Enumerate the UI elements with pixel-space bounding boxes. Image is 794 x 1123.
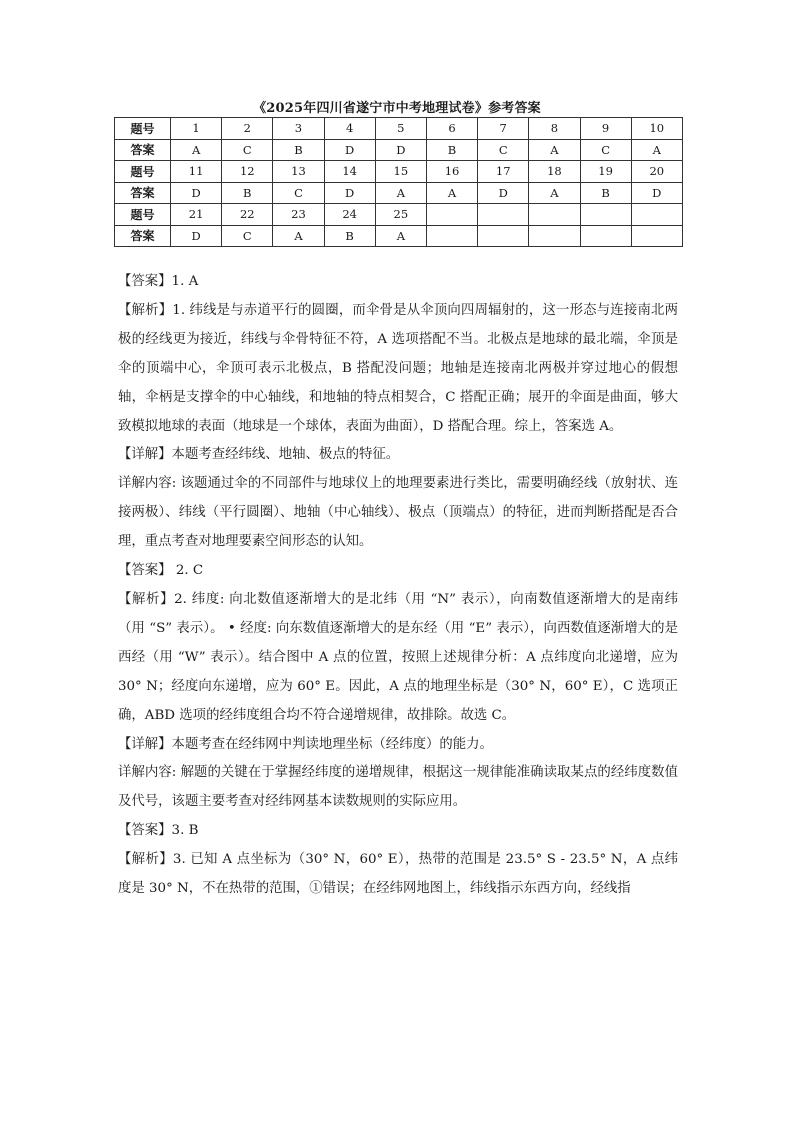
table-row <box>115 161 683 183</box>
detail-content-1: 详解内容: 该题通过伞的不同部件与地球仪上的地理要素进行类比，需要明确经线（放射状、连接两极）、纬线（平行圆圈）、地轴（中心轴线）、极点（顶端点）的特征，进而判断搭配是否合理，重点考查对地理要素空间形态的认知。 <box>118 476 678 550</box>
table-cell: 22 <box>222 204 273 226</box>
analysis-paragraph-2: 【解析】2. 纬度: 向北数值逐渐增大的是北纬（用 “N” 表示），向南数值逐渐增大的是南纬（用 “S” 表示）。 • 经度: 向东数值逐渐增大的是东经（用 “E” 表示），向西数值逐渐增大的是西经（用 “W” 表示）。结合图中 A 点的位置，按照上述规律分析：A 点纬度向北递增，应为 30° N；经度向东递增，应为 60° E。因此，A 点的地理坐标是（30° N，60° E），C 选项正确，ABD 选项的经纬度组合均不符合递增规律，故排除。故选 C。 <box>118 591 678 723</box>
table-cell: B <box>222 182 273 204</box>
table-cell: 2 <box>222 118 273 140</box>
row-header-cell: 答案 <box>115 225 171 247</box>
table-cell: B <box>324 225 375 247</box>
table-cell: A <box>529 182 580 204</box>
answer-table <box>114 117 683 247</box>
table-cell: 14 <box>324 161 375 183</box>
table-cell <box>529 204 580 226</box>
table-row <box>115 225 683 247</box>
table-cell <box>631 225 682 247</box>
analysis-paragraph-1: 【解析】1. 纬线是与赤道平行的圆圈，而伞骨是从伞顶向四周辐射的，这一形态与连接南北两极的经线更为接近，纬线与伞骨特征不符，A 选项搭配不当。北极点是地球的最北端，伞顶是伞的顶端中心，伞顶可表示北极点，B 搭配没问题；地轴是连接南北两极并穿过地心的假想轴，伞柄是支撑伞的中心轴线，和地轴的特点相契合，C 搭配正确；展开的伞面是曲面，够大致模拟地球的表面（地球是一个球体，表面为曲面），D 搭配合理。综上，答案选 A。 <box>118 302 678 434</box>
row-header-cell: 题号 <box>115 204 171 226</box>
table-cell: C <box>222 139 273 161</box>
row-header-cell: 答案 <box>115 139 171 161</box>
table-cell <box>529 225 580 247</box>
table-cell: 11 <box>171 161 222 183</box>
answer-line-1: 【答案】1. A <box>118 274 199 289</box>
table-cell: 19 <box>580 161 631 183</box>
row-header-cell: 题号 <box>115 161 171 183</box>
table-cell: A <box>273 225 324 247</box>
table-cell: A <box>631 139 682 161</box>
table-row <box>115 204 683 226</box>
table-cell <box>580 204 631 226</box>
table-cell: A <box>375 225 426 247</box>
table-cell: C <box>273 182 324 204</box>
table-cell: D <box>171 182 222 204</box>
table-cell: 1 <box>171 118 222 140</box>
table-cell: 4 <box>324 118 375 140</box>
table-cell: 6 <box>426 118 477 140</box>
table-cell: D <box>171 225 222 247</box>
detail-content-2: 详解内容: 解题的关键在于掌握经纬度的递增规律，根据这一规律能准确读取某点的经纬度数值及代号，该题主要考查对经纬网基本读数规则的实际应用。 <box>118 765 678 810</box>
table-cell: A <box>375 182 426 204</box>
row-header-cell: 答案 <box>115 182 171 204</box>
table-cell: 5 <box>375 118 426 140</box>
table-cell: 17 <box>478 161 529 183</box>
table-cell: C <box>478 139 529 161</box>
table-cell: 20 <box>631 161 682 183</box>
table-cell: D <box>324 182 375 204</box>
answer-explanations <box>118 268 678 904</box>
table-cell: D <box>375 139 426 161</box>
table-cell: 24 <box>324 204 375 226</box>
table-cell <box>631 204 682 226</box>
table-cell: 15 <box>375 161 426 183</box>
table-cell <box>426 225 477 247</box>
table-cell: B <box>273 139 324 161</box>
table-cell: D <box>631 182 682 204</box>
table-cell: C <box>222 225 273 247</box>
table-cell: 25 <box>375 204 426 226</box>
table-cell <box>426 204 477 226</box>
table-cell: 3 <box>273 118 324 140</box>
table-cell: C <box>580 139 631 161</box>
table-row <box>115 118 683 140</box>
table-cell: 23 <box>273 204 324 226</box>
row-header-cell: 题号 <box>115 118 171 140</box>
answer-line-3: 【答案】3. B <box>118 823 199 839</box>
table-cell: 18 <box>529 161 580 183</box>
table-cell <box>478 225 529 247</box>
answer-line-2: 【答案】 2. C <box>118 563 204 579</box>
table-cell: 9 <box>580 118 631 140</box>
table-cell: 7 <box>478 118 529 140</box>
table-cell: 21 <box>171 204 222 226</box>
table-cell <box>478 204 529 226</box>
detail-line-1: 【详解】本题考查经纬线、地轴、极点的特征。 <box>118 447 400 463</box>
table-cell: 8 <box>529 118 580 140</box>
table-row <box>115 182 683 204</box>
table-cell: 16 <box>426 161 477 183</box>
analysis-paragraph-3: 【解析】3. 已知 A 点坐标为（30° N，60° E），热带的范围是 23.5° S - 23.5° N，A 点纬度是 30° N，不在热带的范围，①错误；在经纬网地图上，纬线指示东西方向，经线指 <box>118 852 678 897</box>
table-cell: 12 <box>222 161 273 183</box>
table-cell: 10 <box>631 118 682 140</box>
table-cell: D <box>324 139 375 161</box>
table-cell: A <box>171 139 222 161</box>
table-cell <box>580 225 631 247</box>
detail-line-2: 【详解】本题考查在经纬网中判读地理坐标（经纬度）的能力。 <box>118 736 493 752</box>
table-cell: 13 <box>273 161 324 183</box>
table-row <box>115 139 683 161</box>
table-cell: A <box>426 182 477 204</box>
table-cell: B <box>426 139 477 161</box>
table-cell: D <box>478 182 529 204</box>
page-title: 《2025年四川省遂宁市中考地理试卷》参考答案 <box>253 101 541 116</box>
table-cell: B <box>580 182 631 204</box>
table-cell: A <box>529 139 580 161</box>
